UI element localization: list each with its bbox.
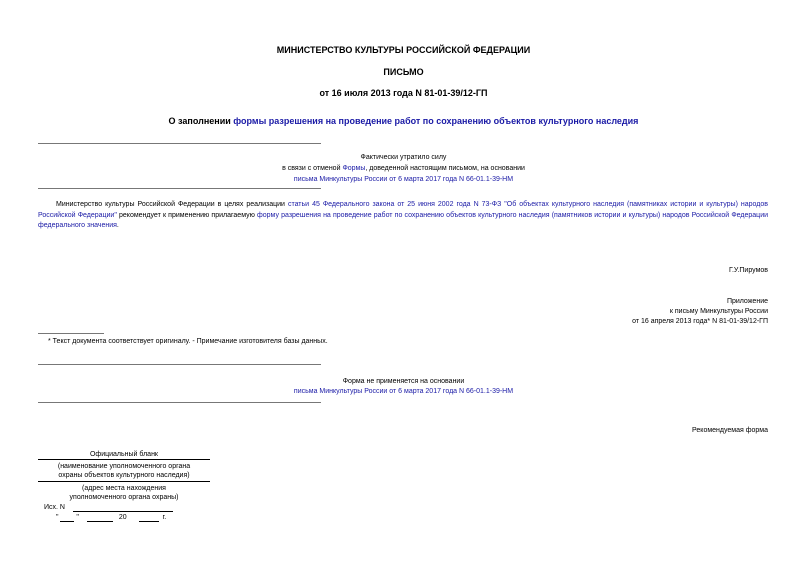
blank-org-line2: охраны объектов культурного наследия) [58, 472, 190, 479]
status-note-line2 [0, 164, 807, 173]
blank-line [38, 459, 210, 460]
blank-addr-line1: (адрес места нахождения [82, 485, 166, 492]
doc-subject [0, 116, 807, 126]
body-paragraph [38, 200, 768, 232]
date-quote-open: " [56, 514, 59, 521]
body-text-2: рекомендует к применению прилагаемую [116, 211, 258, 219]
date-year-field[interactable] [139, 513, 159, 522]
divider [38, 188, 321, 189]
subject-link[interactable]: формы разрешения на проведение работ по сохранению объектов культурного наследия [233, 116, 639, 126]
doc-date-number: от 16 июля 2013 года N 81-01-39/12-ГП [319, 88, 488, 98]
form-note-line1: Форма не применяется на основании [342, 378, 465, 385]
divider [38, 402, 321, 403]
footnote: * Текст документа соответствует оригиналу. - Примечание изготовителя базы данных. [48, 338, 328, 345]
status-note-line1: Фактически утратило силу [360, 154, 447, 161]
blank-title: Официальный бланк [89, 451, 158, 458]
appendix-line1: Приложение [726, 298, 768, 305]
doc-type: ПИСЬМО [383, 67, 424, 77]
subject-prefix: О заполнении [168, 116, 234, 126]
ref-number-label: Исх. N [44, 504, 65, 511]
date-row [56, 513, 166, 522]
date-month-field[interactable] [87, 513, 113, 522]
appendix-line3: от 16 апреля 2013 года* N 81-01-39/12-ГП [632, 318, 768, 325]
form-note-link[interactable]: письма Минкультуры России от 6 марта 2017 года N 66-01.1-39-НМ [293, 388, 514, 395]
status-note-link-letter[interactable]: письма Минкультуры России от 6 марта 2017 года N 66-01.1-39-НМ [293, 176, 514, 183]
appendix-line2: к письму Минкультуры России [669, 308, 768, 315]
status-note-link-forms[interactable]: Формы [342, 165, 366, 172]
ref-number-row [44, 503, 173, 512]
status-note-text-b: , доведенной настоящим письмом, на основании [365, 165, 525, 172]
divider [38, 364, 321, 365]
blank-addr-line2: уполномоченного органа охраны) [69, 494, 179, 501]
footnote-divider [38, 333, 104, 334]
recommended-form-label: Рекомендуемая форма [692, 427, 768, 434]
body-text-3: . [116, 222, 119, 229]
divider [38, 143, 321, 144]
body-link-law[interactable]: статьи 45 Федерального закона от 25 июня 2002 года N 73-ФЗ "Об объектах культурного наследия (памятниках истории и культуры) народов Российской Федерации" [38, 201, 768, 219]
date-year-suffix: г. [162, 514, 167, 521]
date-year-prefix: 20 [118, 514, 127, 521]
ministry-title: МИНИСТЕРСТВО КУЛЬТУРЫ РОССИЙСКОЙ ФЕДЕРАЦИИ [276, 45, 531, 55]
date-day-field[interactable] [60, 513, 74, 522]
body-link-form[interactable]: форму разрешения на проведение работ по сохранению объектов культурного наследия (памятников истории и культуры) народов Российской Федерации федерального значения [38, 211, 769, 229]
status-note-text-a: в связи с отменой [282, 165, 343, 172]
blank-line [38, 481, 210, 482]
signature: Г.У.Пирумов [729, 267, 768, 274]
blank-org-line1: (наименование уполномоченного органа [57, 463, 191, 470]
body-text-1: Министерство культуры Российской Федерации в целях реализации [56, 201, 288, 208]
ref-number-field[interactable] [73, 503, 173, 512]
date-quote-close: " [76, 514, 79, 521]
